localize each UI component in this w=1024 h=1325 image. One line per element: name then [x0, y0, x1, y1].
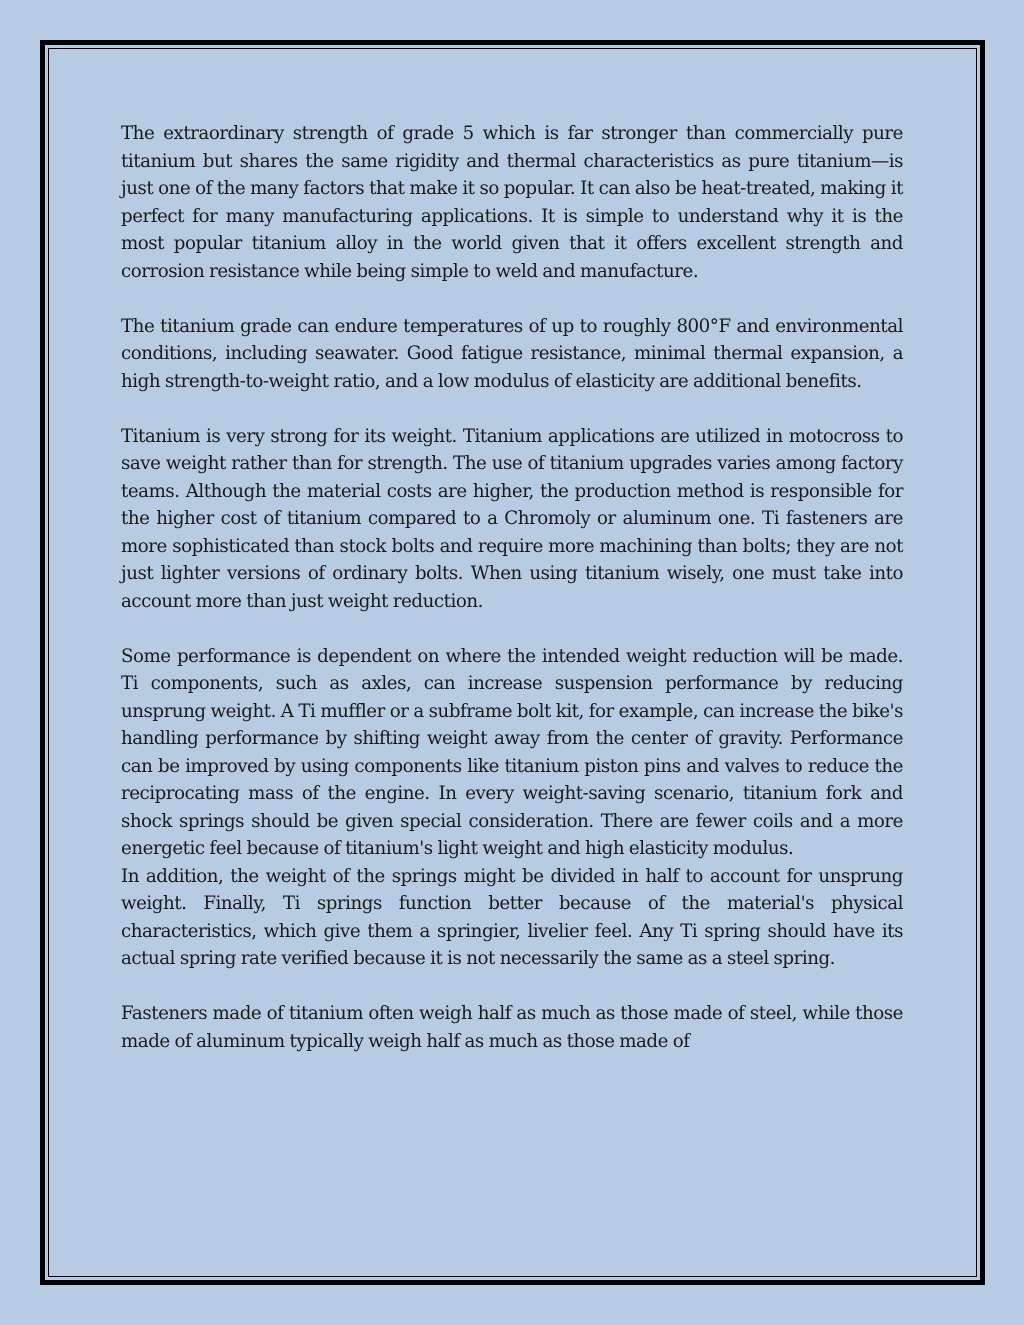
paragraph-motocross-weight: Titanium is very strong for its weight. Titanium applications are utilized in motocross to save weight rather than for strength. The use of titanium upgrades varies among factory teams. Although the material costs are higher, the production method is responsible for the higher cost of titanium compared to a Chromoly or aluminum one. Ti fasteners are more sophisticated than stock bolts and require more machining than bolts; they are not just lighter versions of ordinary bolts. When using titanium wisely, one must take into account more than just weight reduction. [121, 425, 903, 612]
paragraph-springs: In addition, the weight of the springs might be divided in half to account for unsprung weight. Finally, Ti springs function better because of the material's physical characteristics, which give them a springier, livelier feel. Any Ti spring should have its actual spring rate verified because it is not necessarily the same as a steel spring. [121, 865, 903, 969]
document-body [121, 120, 903, 1055]
paragraph-temperature-endurance: The titanium grade can endure temperatures of up to roughly 800°F and environmental conditions, including seawater. Good fatigue resistance, minimal thermal expansion, a high strength-to-weight ratio, and a low modulus of elasticity are additional benefits. [121, 315, 903, 392]
paragraph-performance-weight-reduction: Some performance is dependent on where the intended weight reduction will be made. Ti components, such as axles, can increase suspension performance by reducing unsprung weight. A Ti muffler or a subframe bolt kit, for example, can increase the bike's handling performance by shifting weight away from the center of gravity. Performance can be improved by using components like titanium piston pins and valves to reduce the reciprocating mass of the engine. In every weight-saving scenario, titanium fork and shock springs should be given special consideration. There are fewer coils and a more energetic feel because of titanium's light weight and high elasticity modulus. [121, 645, 903, 859]
paragraph-grade5-strength: The extraordinary strength of grade 5 which is far stronger than commercially pure titanium but shares the same rigidity and thermal characteristics as pure titanium—is just one of the many factors that make it so popular. It can also be heat-treated, making it perfect for many manufacturing applications. It is simple to understand why it is the most popular titanium alloy in the world given that it offers excellent strength and corrosion resistance while being simple to weld and manufacture. [121, 123, 903, 282]
paragraph-fasteners: Fasteners made of titanium often weigh half as much as those made of steel, while those made of aluminum typically weigh half as much as those made of [121, 1003, 903, 1052]
